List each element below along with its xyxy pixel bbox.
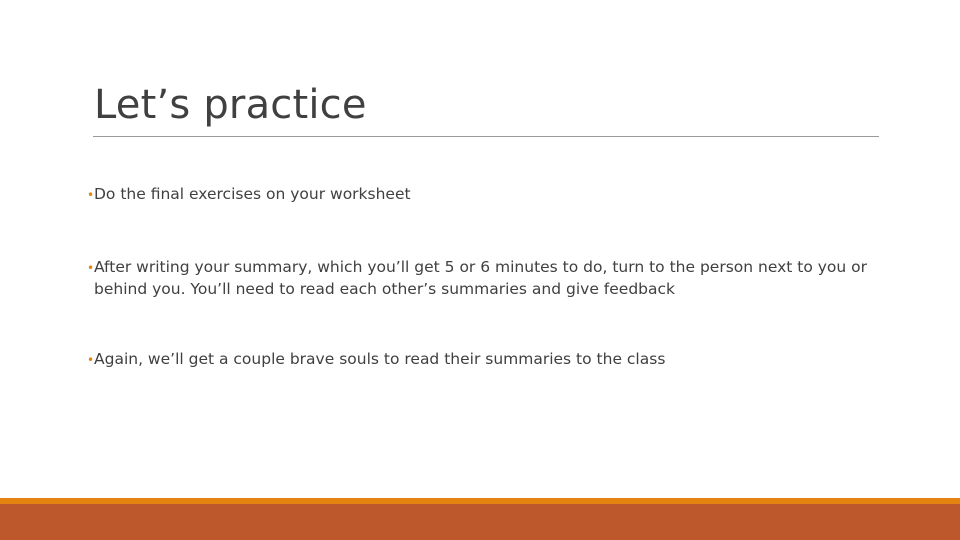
title-divider (93, 136, 879, 137)
bullet-item (87, 184, 874, 206)
bullet-text: Again, we’ll get a couple brave souls to read their summaries to the class (94, 350, 666, 368)
bullet-dot-icon: • (87, 188, 95, 202)
bullet-item (87, 349, 874, 371)
bullet-item (87, 257, 874, 300)
bullet-text: After writing your summary, which you’ll get 5 or 6 minutes to do, turn to the person next to you or behind you. You’ll need to read each other’s summaries and give feedback (94, 258, 868, 298)
footer-band (0, 504, 960, 540)
bullet-text: Do the final exercises on your worksheet (94, 185, 411, 203)
bullet-dot-icon: • (87, 353, 95, 367)
bullet-dot-icon: • (87, 261, 95, 275)
slide-title: Let’s practice (94, 82, 367, 128)
